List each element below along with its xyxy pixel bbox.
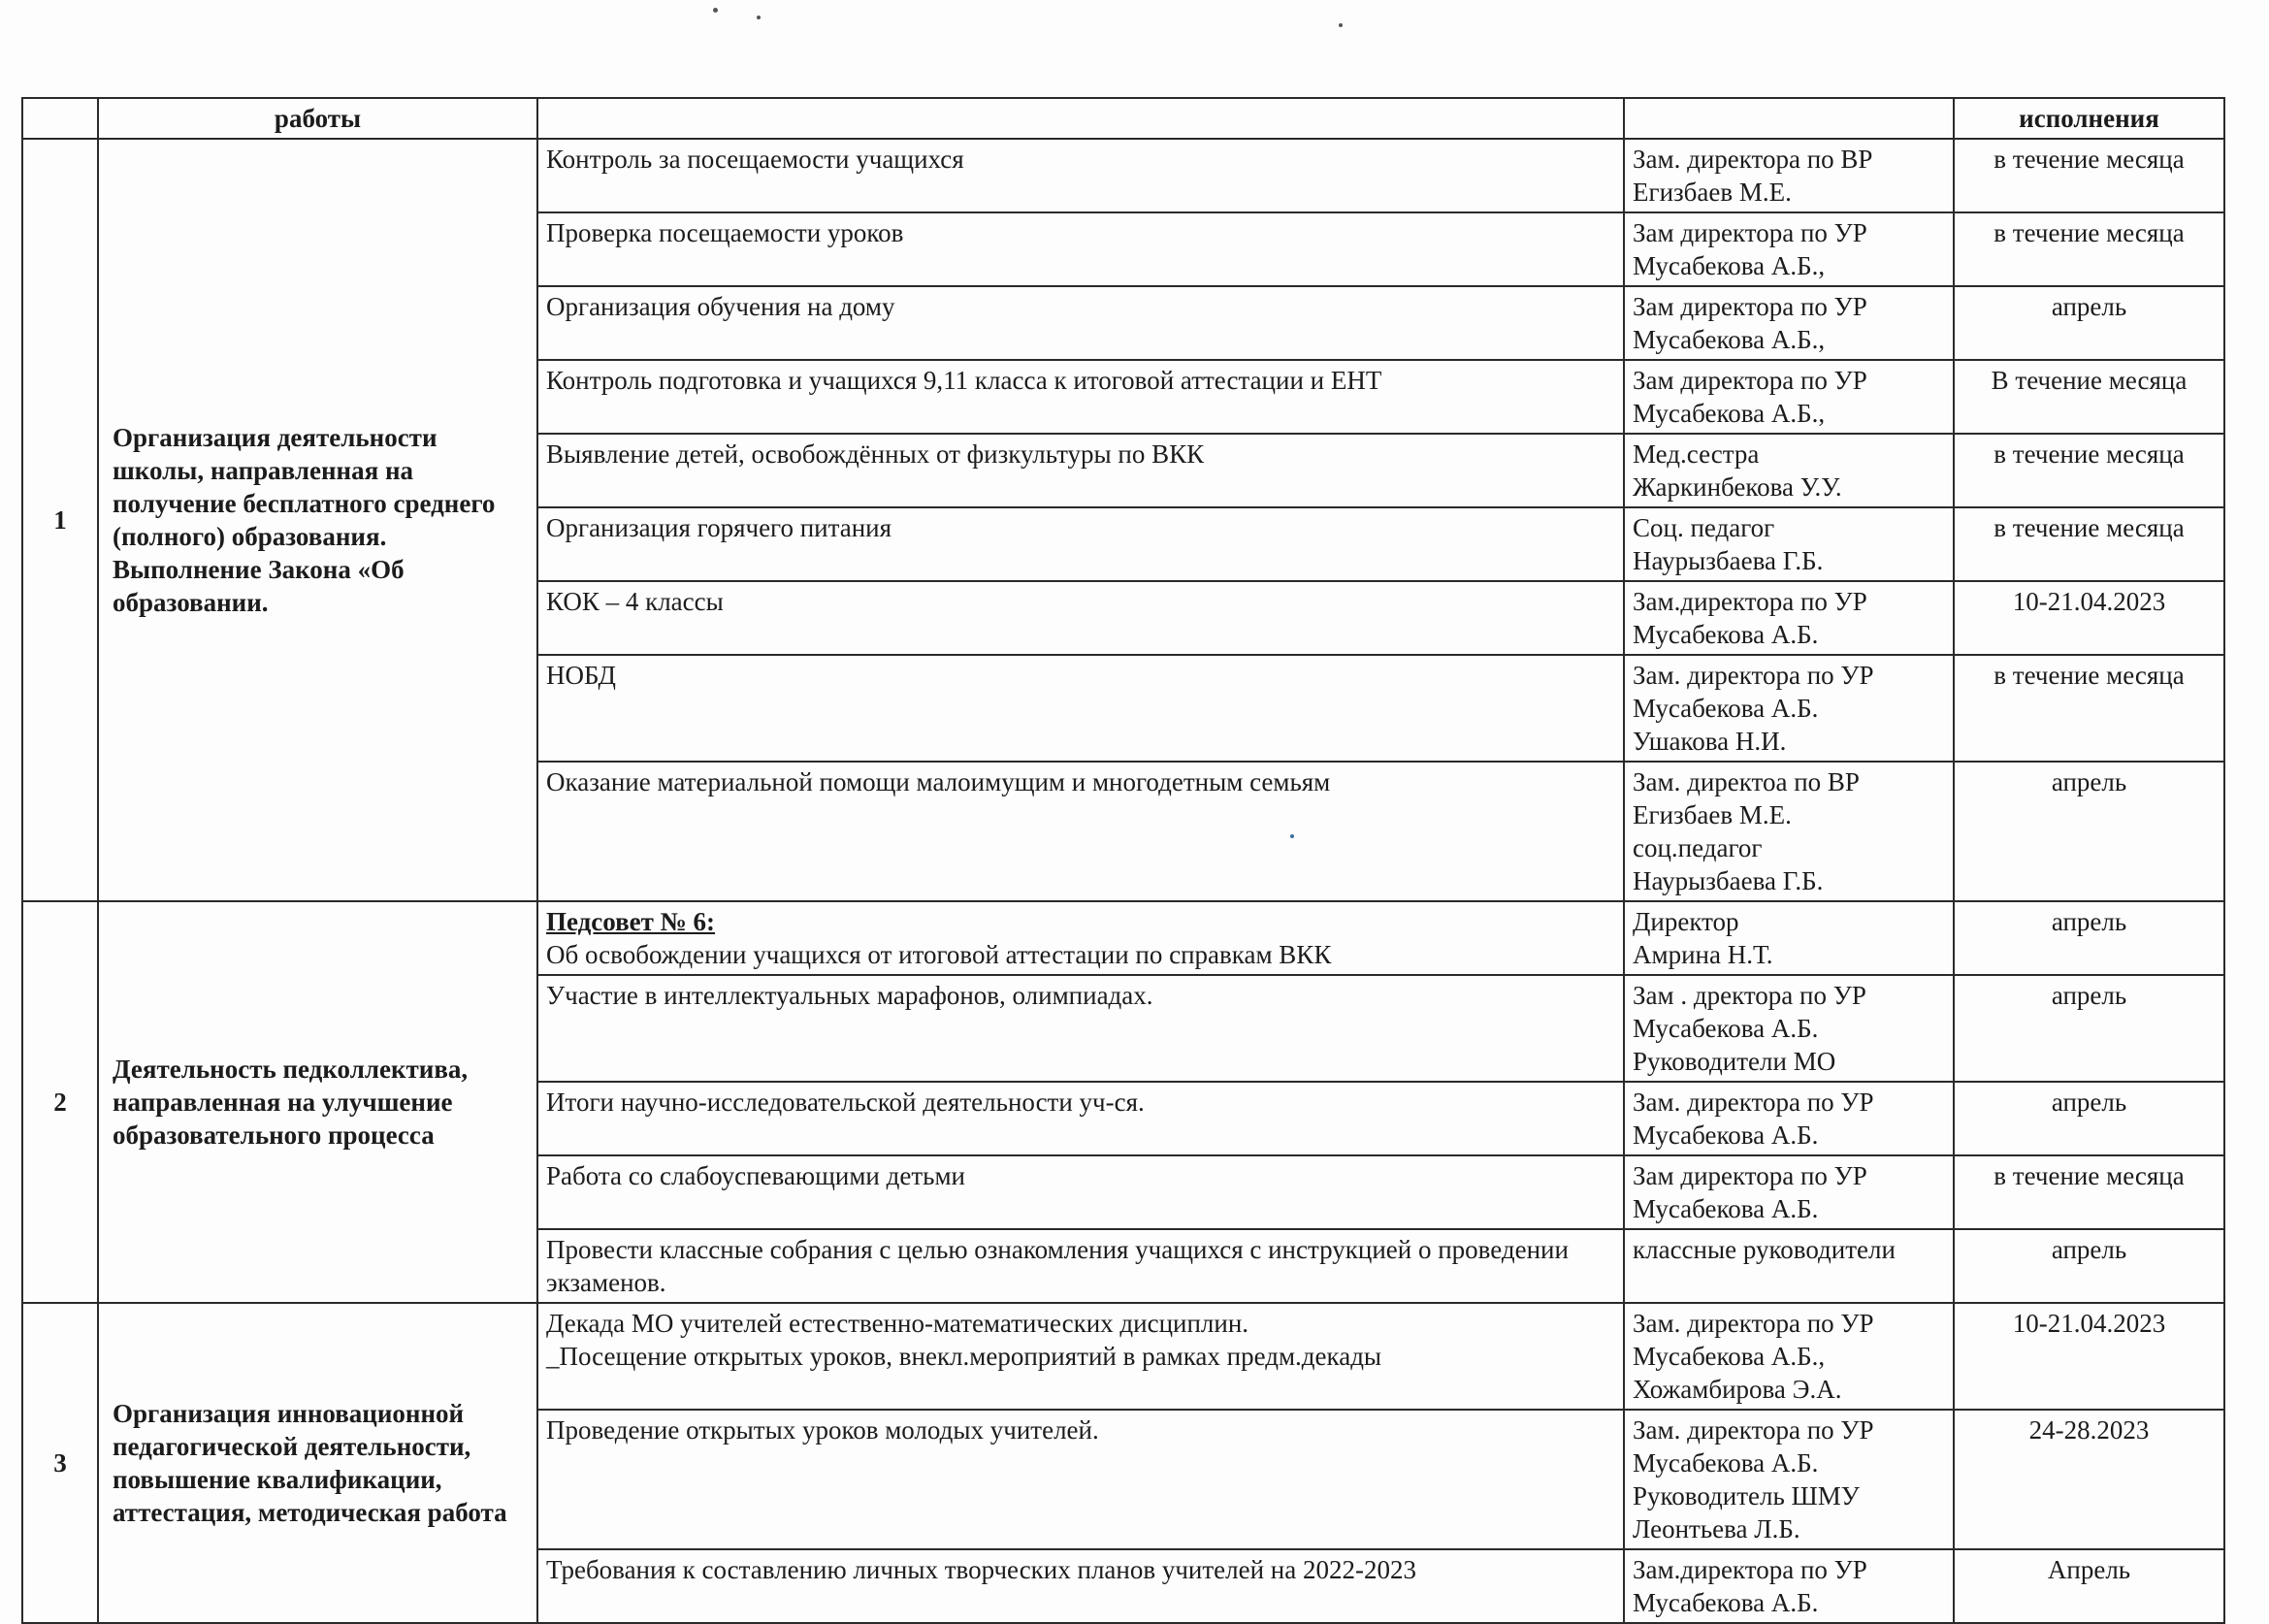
content-text: Контроль за посещаемости учащихся xyxy=(546,145,964,174)
row-deadline: апрель xyxy=(1954,286,2224,360)
row-responsible: Зам директора по УР Мусабекова А.Б., xyxy=(1624,212,1954,286)
row-content xyxy=(537,212,1624,286)
content-text: Проведение открытых уроков молодых учителей. xyxy=(546,1415,1099,1445)
content-text: Организация горячего питания xyxy=(546,513,892,542)
content-text: Проверка посещаемости уроков xyxy=(546,218,904,247)
row-responsible: Зам.директора по УР Мусабекова А.Б. xyxy=(1624,581,1954,655)
row-deadline: в течение месяца xyxy=(1954,1155,2224,1229)
row-content xyxy=(537,1549,1624,1623)
table-body xyxy=(22,139,2224,1623)
content-text: КОК – 4 классы xyxy=(546,587,724,616)
row-content xyxy=(537,507,1624,581)
plan-table xyxy=(21,97,2225,1624)
row-responsible: Зам директора по УР Мусабекова А.Б., xyxy=(1624,360,1954,434)
row-content xyxy=(537,762,1624,901)
section-number: 1 xyxy=(22,139,98,901)
content-text: Требования к составлению личных творческих планов учителей на 2022-2023 xyxy=(546,1555,1416,1584)
header-num xyxy=(22,98,98,139)
row-deadline: в течение месяца xyxy=(1954,212,2224,286)
content-text: Контроль подготовка и учащихся 9,11 класса к итоговой аттестации и ЕНТ xyxy=(546,366,1382,395)
row-responsible: Зам. директора по УР Мусабекова А.Б., Хожамбирова Э.А. xyxy=(1624,1303,1954,1410)
row-content xyxy=(537,581,1624,655)
row-deadline: апрель xyxy=(1954,1229,2224,1303)
row-responsible: Зам директора по УР Мусабекова А.Б. xyxy=(1624,1155,1954,1229)
row-deadline: апрель xyxy=(1954,975,2224,1082)
content-text: Выявление детей, освобождённых от физкультуры по ВКК xyxy=(546,439,1205,469)
row-content xyxy=(537,1082,1624,1155)
row-content xyxy=(537,901,1624,975)
content-text: Оказание материальной помощи малоимущим и многодетным семьям xyxy=(546,767,1331,796)
content-text: НОБД xyxy=(546,661,616,690)
row-deadline: в течение месяца xyxy=(1954,655,2224,762)
row-content xyxy=(537,1229,1624,1303)
row-responsible: Зам. директора по УР Мусабекова А.Б. xyxy=(1624,1082,1954,1155)
content-text: _Посещение открытых уроков, внекл.мероприятий в рамках предм.декады xyxy=(546,1342,1382,1371)
table-row xyxy=(22,901,2224,975)
row-responsible: Мед.сестра Жаркинбекова У.У. xyxy=(1624,434,1954,507)
row-deadline: Апрель xyxy=(1954,1549,2224,1623)
content-text: Организация обучения на дому xyxy=(546,292,895,321)
row-content xyxy=(537,1155,1624,1229)
section-direction: Организация инновационной педагогической деятельности, повышение квалификации, аттестация, методическая работа xyxy=(98,1303,537,1623)
row-responsible: Зам . дректора по УР Мусабекова А.Б. Руководители МО xyxy=(1624,975,1954,1082)
row-deadline: апрель xyxy=(1954,762,2224,901)
row-content xyxy=(537,975,1624,1082)
row-content xyxy=(537,139,1624,212)
table-row xyxy=(22,139,2224,212)
section-number: 2 xyxy=(22,901,98,1303)
content-text: Участие в интеллектуальных марафонов, олимпиадах. xyxy=(546,981,1153,1010)
section-number: 3 xyxy=(22,1303,98,1623)
row-deadline: 10-21.04.2023 xyxy=(1954,1303,2224,1410)
section-direction: Организация деятельности школы, направленная на получение бесплатного среднего (полного) образования. Выполнение Закона «Об образовании. xyxy=(98,139,537,901)
header-content xyxy=(537,98,1624,139)
row-deadline: апрель xyxy=(1954,901,2224,975)
row-content xyxy=(537,1303,1624,1410)
row-responsible: Зам. директора по УР Мусабекова А.Б. Ушакова Н.И. xyxy=(1624,655,1954,762)
row-responsible: Зам. директора по УР Мусабекова А.Б. Руководитель ШМУ Леонтьева Л.Б. xyxy=(1624,1410,1954,1549)
row-deadline: В течение месяца xyxy=(1954,360,2224,434)
header-deadline: исполнения xyxy=(1954,98,2224,139)
content-text: Об освобождении учащихся от итоговой аттестации по справкам ВКК xyxy=(546,940,1332,969)
header-row xyxy=(22,98,2224,139)
row-responsible: Соц. педагог Наурызбаева Г.Б. xyxy=(1624,507,1954,581)
row-deadline: в течение месяца xyxy=(1954,507,2224,581)
row-content xyxy=(537,360,1624,434)
row-content xyxy=(537,286,1624,360)
row-deadline: апрель xyxy=(1954,1082,2224,1155)
section-direction: Деятельность педколлектива, направленная на улучшение образовательного процесса xyxy=(98,901,537,1303)
row-content xyxy=(537,1410,1624,1549)
row-deadline: в течение месяца xyxy=(1954,434,2224,507)
row-responsible: Зам. директора по ВР Егизбаев М.Е. xyxy=(1624,139,1954,212)
row-responsible: Зам. директоа по ВР Егизбаев М.Е. соц.педагог Наурызбаева Г.Б. xyxy=(1624,762,1954,901)
row-responsible: классные руководители xyxy=(1624,1229,1954,1303)
header-direction: работы xyxy=(98,98,537,139)
row-responsible: Зам директора по УР Мусабекова А.Б., xyxy=(1624,286,1954,360)
content-text: Работа со слабоуспевающими детьми xyxy=(546,1161,965,1190)
content-text: Итоги научно-исследовательской деятельности уч-ся. xyxy=(546,1088,1145,1117)
row-deadline: в течение месяца xyxy=(1954,139,2224,212)
content-text: Провести классные собрания с целью ознакомления учащихся с инструкцией о проведении экзаменов. xyxy=(546,1235,1569,1297)
row-responsible: Зам.директора по УР Мусабекова А.Б. xyxy=(1624,1549,1954,1623)
row-content xyxy=(537,655,1624,762)
row-deadline: 24-28.2023 xyxy=(1954,1410,2224,1549)
row-deadline: 10-21.04.2023 xyxy=(1954,581,2224,655)
content-heading: Педсовет № 6: xyxy=(546,907,716,936)
content-heading: Декада МО учителей естественно-математических дисциплин. xyxy=(546,1309,1249,1338)
header-responsible xyxy=(1624,98,1954,139)
table-row xyxy=(22,1303,2224,1410)
row-responsible: Директор Амрина Н.Т. xyxy=(1624,901,1954,975)
row-content xyxy=(537,434,1624,507)
